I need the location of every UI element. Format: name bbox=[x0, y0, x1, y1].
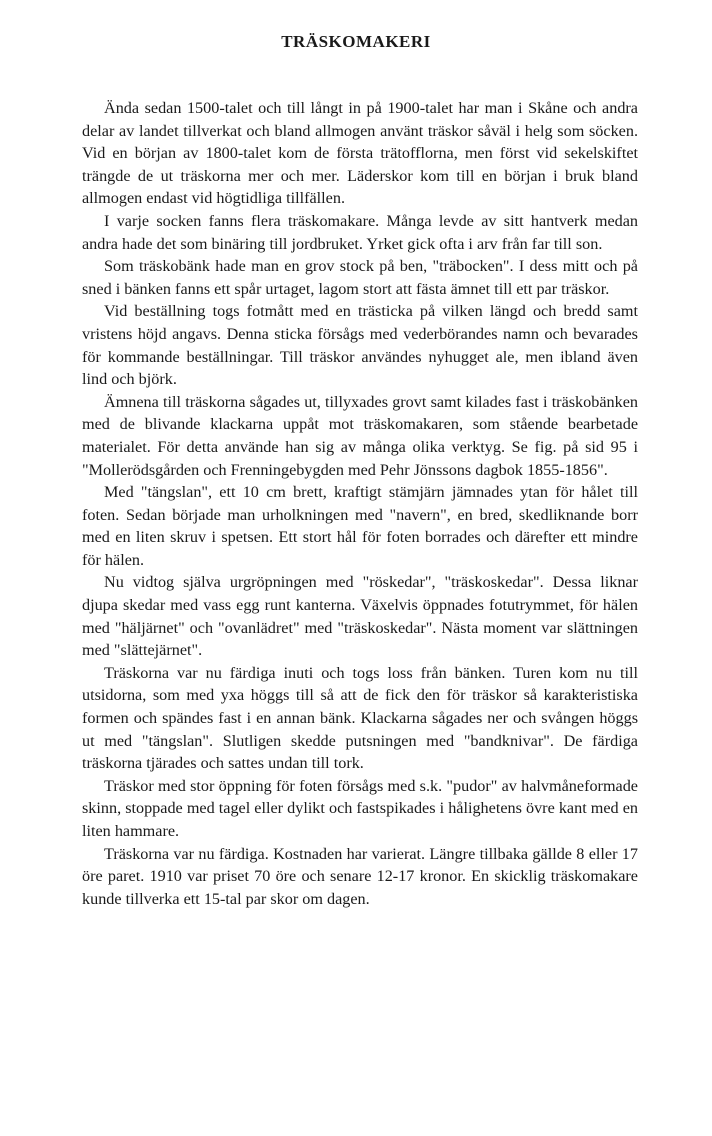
paragraph-1: Ända sedan 1500-talet och till långt in på 1900-talet har man i Skåne och andra delar av landet tillverkat och bland allmogen använt träskor såväl i helg som söcken. Vid en början av 1800-talet kom de första trätofflorna, men först vid sekelskiftet trängde de ut träskorna mer och mer. Läderskor kom till en början i bruk bland allmogen endast vid högtidliga tillfällen. bbox=[82, 99, 638, 208]
page-title: TRÄSKOMAKERI bbox=[281, 32, 431, 51]
paragraph-2: I varje socken fanns flera träskomakare. Många levde av sitt hantverk medan andra hade det som binäring till jordbruket. Yrket gick ofta i arv från far till son. bbox=[82, 211, 638, 253]
paragraph-10: Träskorna var nu färdiga. Kostnaden har varierat. Längre tillbaka gällde 8 eller 17 öre paret. 1910 var priset 70 öre och senare 12-17 kronor. En skicklig träskomakare kunde tillverka ett 15-tal par skor om dagen. bbox=[82, 844, 638, 908]
paragraph-6: Med "tängslan", ett 10 cm brett, kraftigt stämjärn jämnades ytan för hålet till foten. Sedan började man urholkningen med "navern", en bred, skedliknande borr med en liten skruv i spetsen. Ett stort hål för foten borrades och därefter ett mindre för hälen. bbox=[82, 483, 638, 569]
paragraph-3: Som träskobänk hade man en grov stock på ben, "träbocken". I dess mitt och på sned i bänken fanns ett spår urtaget, lagom stort att fästa ämnet till ett par träskor. bbox=[82, 257, 638, 298]
paragraph-9: Träskor med stor öppning för foten försågs med s.k. "pudor" av halvmåneformade skinn, stoppade med tagel eller dylikt och fastspikades i hålighetens övre kant med en liten hammare. bbox=[82, 776, 638, 840]
paragraph-5: Ämnena till träskorna sågades ut, tillyxades grovt samt kilades fast i träskobänken med de blivande klackarna uppåt mot träskomakaren, som stående bearbetade materialet. För detta använde han sig av många olika verktyg. Se fig. på sid 95 i "Mollerödsgården och Frenningebygden med Pehr Jönssons dagbok 1855-1856". bbox=[82, 392, 638, 479]
paragraph-8: Träskorna var nu färdiga inuti och togs loss från bänken. Turen kom nu till utsidorna, som med yxa höggs till så att de fick den för träskor så karakteristiska formen och spändes fast i en annan bänk. Klackarna sågades ner och svången höggs ut med "tängslan". Slutligen skedde putsningen med "bandknivar". De färdiga träskorna tjärades och sattes undan till tork. bbox=[82, 663, 638, 773]
paragraph-4: Vid beställning togs fotmått med en trästicka på vilken längd och bredd samt vristens höjd angavs. Denna sticka försågs med vederbörandes namn och bevarades för kommande beställningar. Till träskor användes nyhugget ale, men ibland även lind och björk. bbox=[82, 302, 638, 389]
paragraph-7: Nu vidtog själva urgröpningen med "röskedar", "träskoskedar". Dessa liknar djupa skedar med vass egg runt kanterna. Växelvis öppnades fotutrymmet, för hälen med "häljärnet" och "ovanlädret" med "träskoskedar". Nästa moment var slättningen med "slättejärnet". bbox=[82, 573, 638, 660]
body-text bbox=[82, 97, 638, 910]
